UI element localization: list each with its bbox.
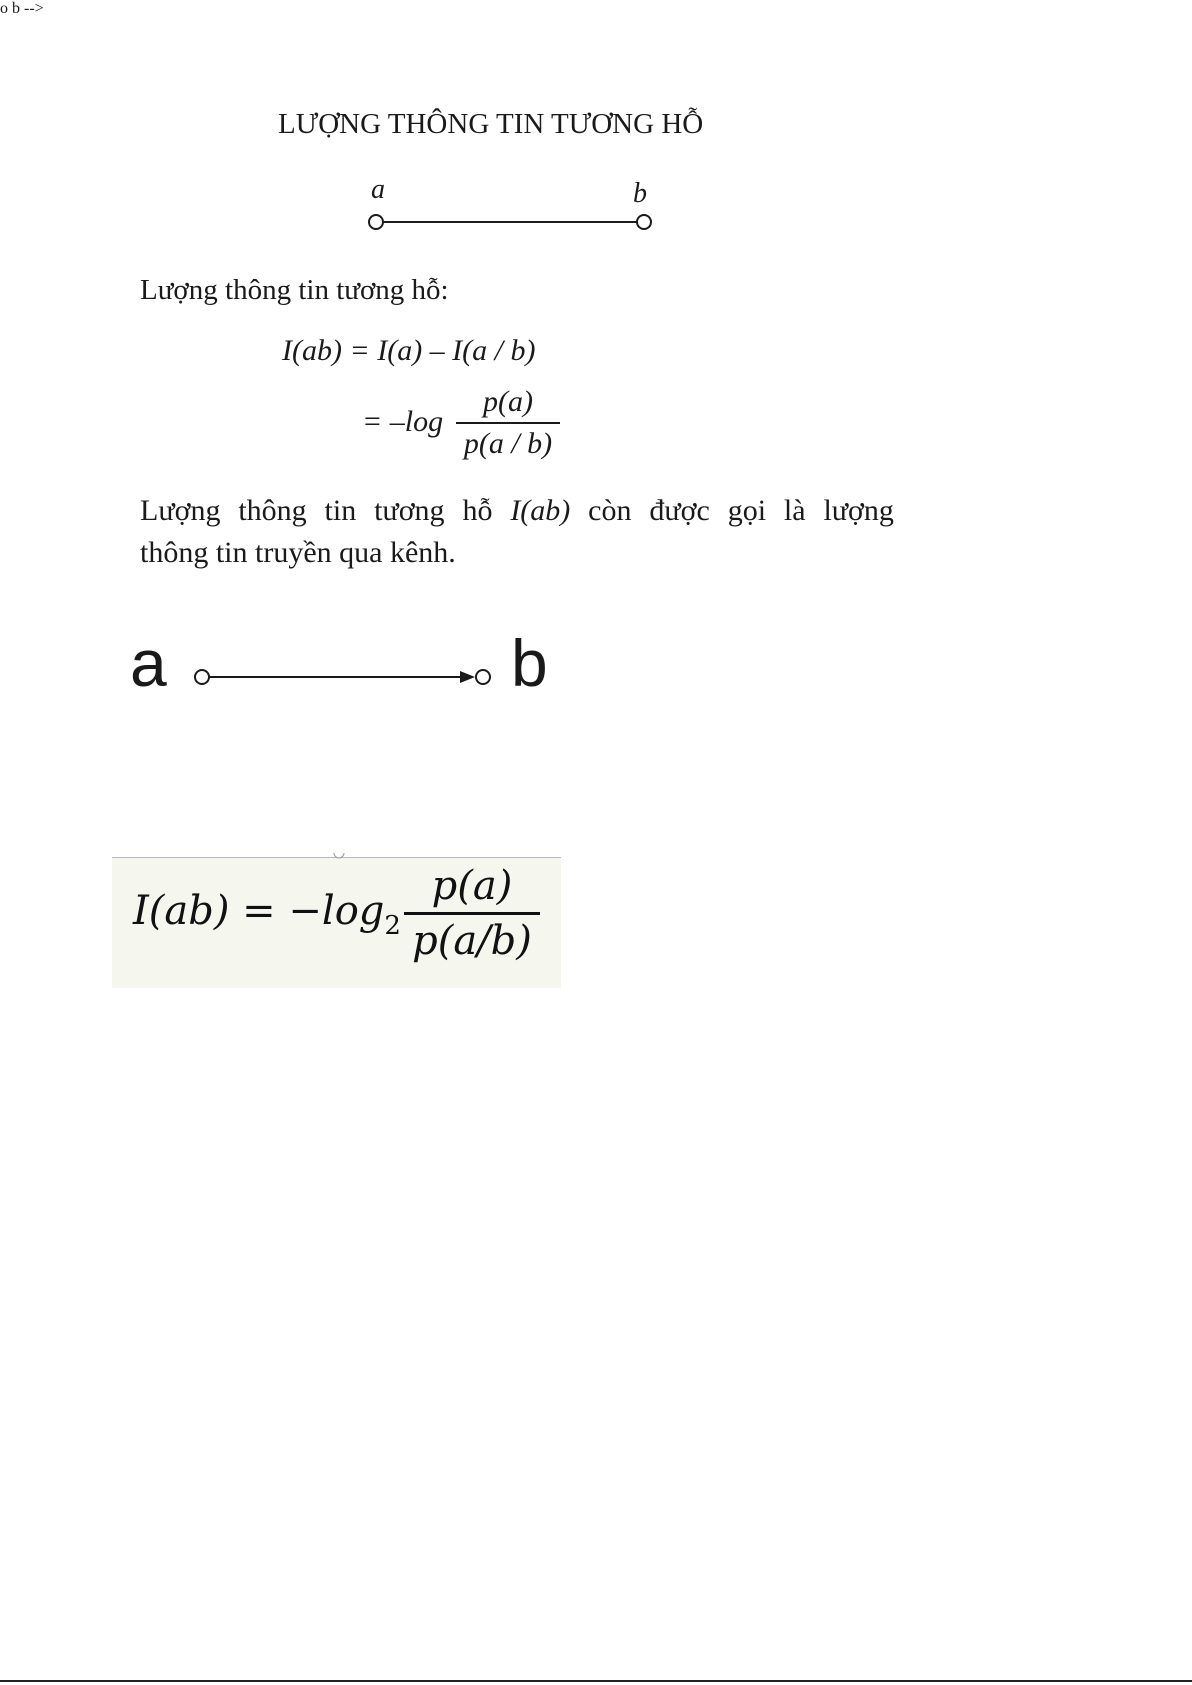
word: lượng <box>823 494 894 527</box>
equation-line-1: I(ab) = I(a) – I(a / b) <box>282 334 536 367</box>
diagram2-node-b <box>476 670 490 684</box>
word: tin <box>324 494 357 527</box>
formula-fraction-bar <box>404 912 540 915</box>
diagram2-node-a <box>195 670 209 684</box>
equation-line-2-prefix: = –log <box>362 405 444 438</box>
formula-subscript: 2 <box>384 911 401 941</box>
formula-denominator: p(a/b) <box>412 918 532 964</box>
word: tương <box>374 494 445 527</box>
intro-text: Lượng thông tin tương hỗ: <box>140 274 449 306</box>
explanation-paragraph <box>140 490 894 574</box>
formula-numerator: p(a) <box>431 863 513 909</box>
diagram2-label-a: a <box>130 626 167 700</box>
word: Lượng <box>140 494 221 527</box>
document-title: LƯỢNG THÔNG TIN TƯƠNG HỖ <box>278 108 704 140</box>
diagram2-label-b: b <box>511 626 548 700</box>
diagram1-node-a <box>369 215 383 229</box>
diagram1-label-a: a <box>371 174 385 205</box>
word-formula: I(ab) <box>510 494 571 527</box>
resize-handle-icon <box>333 852 345 860</box>
diagram1-label-b: b <box>633 178 647 209</box>
equation-line-2-fraction <box>456 385 560 461</box>
diagram2-arrow <box>188 662 500 692</box>
page-bottom-rule <box>0 1680 1192 1682</box>
word: hỗ <box>462 494 493 527</box>
diagram1-node-b <box>637 215 651 229</box>
word: thông <box>238 494 307 527</box>
diagram1-channel-line <box>360 210 660 234</box>
fraction-denominator: p(a / b) <box>463 427 553 460</box>
word: gọi <box>727 494 767 527</box>
word: được <box>649 494 710 527</box>
arrowhead-icon <box>460 671 475 683</box>
word: còn <box>588 494 632 527</box>
formula-fraction <box>404 862 540 965</box>
paragraph-line-2: thông tin truyền qua kênh. <box>140 536 456 569</box>
word: là <box>783 494 806 527</box>
fraction-bar <box>456 422 560 424</box>
fraction-numerator: p(a) <box>483 385 533 418</box>
formula-lhs <box>133 888 401 941</box>
paragraph-line-1 <box>140 490 894 532</box>
formula-lhs-text: I(ab) = −log <box>133 888 385 934</box>
